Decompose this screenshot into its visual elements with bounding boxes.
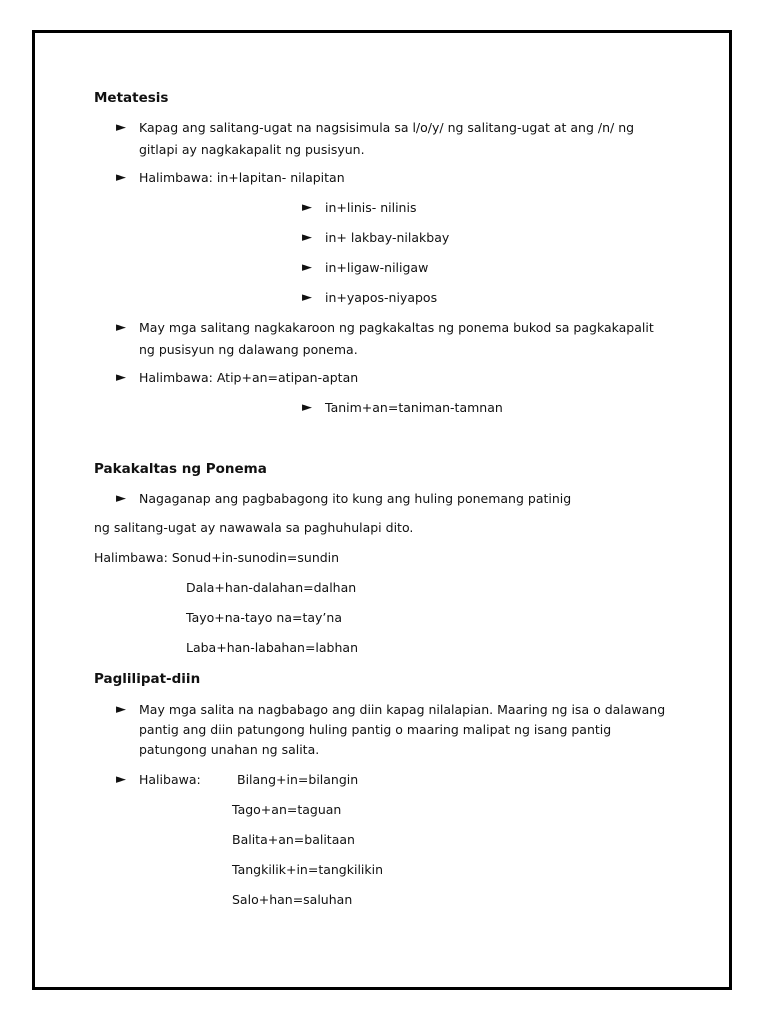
- bullet-icon: ►: [116, 702, 126, 717]
- paglilipat-example-item: Salo+han=saluhan: [232, 892, 353, 907]
- pakakaltas-heading: Pakakaltas ng Ponema: [94, 461, 267, 477]
- paglilipat-example-item: Tago+an=taguan: [232, 802, 342, 817]
- paglilipat-heading: Paglilipat-diin: [94, 671, 201, 687]
- metatesis-para1-line2: gitlapi ay nagkakapalit ng pusisyun.: [139, 142, 365, 157]
- bullet-icon: ►: [116, 120, 126, 135]
- bullet-icon: ►: [302, 400, 312, 415]
- metatesis-example1-item: in+ligaw-niligaw: [325, 260, 429, 275]
- pakakaltas-example-item: Dala+han-dalahan=dalhan: [186, 580, 357, 595]
- metatesis-para1-line1: Kapag ang salitang-ugat na nagsisimula sa l/o/y/ ng salitang-ugat at ang /n/ ng: [139, 120, 635, 135]
- metatesis-example1-item: in+yapos-niyapos: [325, 290, 438, 305]
- bullet-icon: ►: [302, 200, 312, 215]
- pakakaltas-example-label: Halimbawa: Sonud+in-sunodin=sundin: [94, 550, 340, 565]
- pakakaltas-para-line2: ng salitang-ugat ay nawawala sa paghuhulapi dito.: [94, 520, 414, 535]
- page-border: [32, 30, 732, 990]
- metatesis-para2-line2: ng pusisyun ng dalawang ponema.: [139, 342, 358, 357]
- paglilipat-para-line3: patungong unahan ng salita.: [139, 742, 320, 757]
- pakakaltas-example-item: Laba+han-labahan=labhan: [186, 640, 358, 655]
- bullet-icon: ►: [116, 491, 126, 506]
- metatesis-example2: Halimbawa: Atip+an=atipan-aptan: [139, 370, 359, 385]
- bullet-icon: ►: [116, 170, 126, 185]
- metatesis-example2-item: Tanim+an=taniman-tamnan: [325, 400, 503, 415]
- paglilipat-example-item: Tangkilik+in=tangkilikin: [232, 862, 384, 877]
- metatesis-para2-line1: May mga salitang nagkakaroon ng pagkakaltas ng ponema bukod sa pagkakapalit: [139, 320, 654, 335]
- bullet-icon: ►: [116, 772, 126, 787]
- paglilipat-para-line1: May mga salita na nagbabago ang diin kapag nilalapian. Maaring ng isa o dalawang: [139, 702, 666, 717]
- pakakaltas-para-line1: Nagaganap ang pagbabagong ito kung ang huling ponemang patinig: [139, 491, 572, 506]
- metatesis-example1-item: in+linis- nilinis: [325, 200, 417, 215]
- bullet-icon: ►: [302, 230, 312, 245]
- bullet-icon: ►: [116, 370, 126, 385]
- metatesis-heading: Metatesis: [94, 90, 169, 106]
- metatesis-example1-item: in+ lakbay-nilakbay: [325, 230, 450, 245]
- pakakaltas-example-item: Tayo+na-tayo na=tay’na: [186, 610, 342, 625]
- bullet-icon: ►: [116, 320, 126, 335]
- bullet-icon: ►: [302, 260, 312, 275]
- metatesis-example1: Halimbawa: in+lapitan- nilapitan: [139, 170, 345, 185]
- paglilipat-example-label: Halibawa:: [139, 772, 201, 787]
- paglilipat-example-item: Balita+an=balitaan: [232, 832, 355, 847]
- paglilipat-example-item: Bilang+in=bilangin: [237, 772, 359, 787]
- paglilipat-para-line2: pantig ang diin patungong huling pantig o maaring malipat ng isang pantig: [139, 722, 612, 737]
- bullet-icon: ►: [302, 290, 312, 305]
